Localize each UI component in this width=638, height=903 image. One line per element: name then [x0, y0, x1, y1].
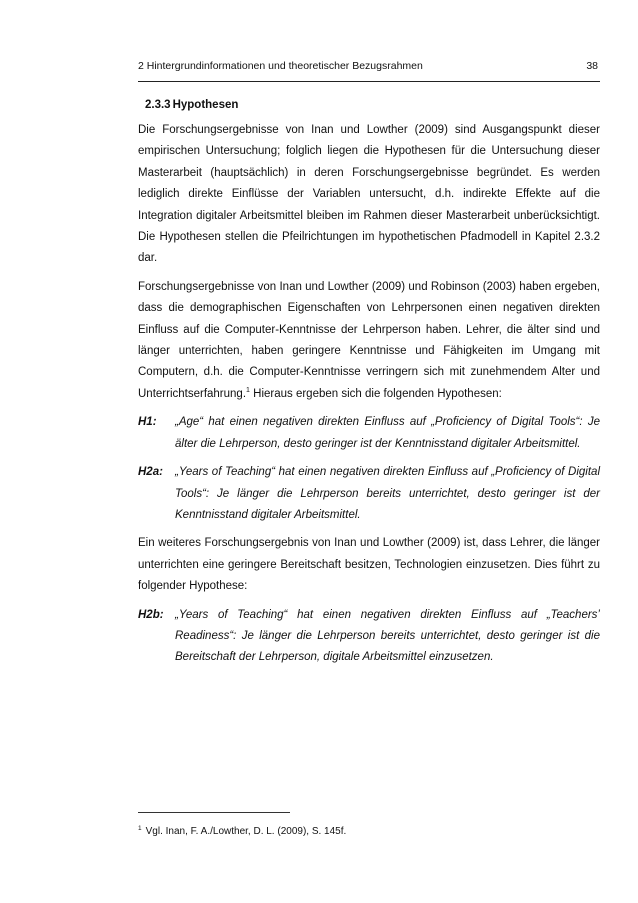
paragraph-2	[138, 277, 600, 405]
header-rule	[138, 81, 600, 82]
section-title: Hypothesen	[172, 99, 239, 111]
hypothesis-h2a	[138, 462, 600, 526]
page-number: 38	[586, 60, 598, 72]
running-header	[138, 60, 600, 76]
hypothesis-label: H2b:	[138, 608, 164, 621]
footnote-reference: 1	[246, 387, 250, 395]
footnote-text: Vgl. Inan, F. A./Lowther, D. L. (2009), S. 145f.	[145, 826, 347, 837]
section-number: 2.3.3	[145, 99, 171, 111]
paragraph-2-main: Forschungsergebnisse von Inan und Lowther (2009) und Robinson (2003) haben ergeben, dass die demographischen Eigenschaften von Lehrpersonen einen negativen direkten Einfluss auf die Computer-Kenntnisse der Lehrperson haben. Lehrer, die älter sind und länger unterrichten, haben geringere Kenntnisse und Fähigkeiten im Umgang mit Computern, d.h. die Computer-Kenntnisse verringern sich mit zunehmendem Alter und Unterrichtserfahrung.	[138, 280, 600, 400]
footnote-marker: 1	[138, 824, 142, 832]
hypothesis-label: H1:	[138, 416, 157, 429]
section-heading	[145, 97, 600, 113]
page-body	[138, 60, 600, 669]
paragraph-1: Die Forschungsergebnisse von Inan und Lowther (2009) sind Ausgangspunkt dieser empirischen Untersuchung; folglich liegen die Hypothesen für die Untersuchung dieser Masterarbeit (hauptsächlich) in deren Forschungsergebnisse begründet. Es werden lediglich direkte Einflüsse der Variablen untersucht, d.h. indirekte Effekte auf die Integration digitaler Arbeitsmittel bleiben im Rahmen dieser Masterarbeit unberücksichtigt. Die Hypothesen stellen die Pfeilrichtungen im hypothetischen Pfadmodell in Kapitel 2.3.2 dar.	[138, 124, 600, 265]
hypothesis-h1	[138, 412, 600, 455]
hypothesis-text: „Age“ hat einen negativen direkten Einfluss auf „Proficiency of Digital Tools“: Je älter die Lehrperson, desto geringer ist der Kenntnisstand digitaler Arbeitsmittel.	[175, 416, 600, 450]
paragraph-2-tail: Hieraus ergeben sich die folgenden Hypothesen:	[249, 387, 502, 400]
hypothesis-label: H2a:	[138, 466, 163, 479]
footnote-rule	[138, 812, 290, 813]
header-title: 2 Hintergrundinformationen und theoretischer Bezugsrahmen	[138, 60, 423, 72]
hypothesis-text: „Years of Teaching“ hat einen negativen direkten Einfluss auf „Proficiency of Digital Tools“: Je länger die Lehrperson bereits unterrichtet, desto geringer ist der Kenntnisstand digitaler Arbeitsmittel.	[175, 466, 600, 521]
hypothesis-text: „Years of Teaching“ hat einen negativen direkten Einfluss auf „Teachers’ Readiness“: Je länger die Lehrperson bereits unterrichtet, desto geringer ist die Bereitschaft der Lehrperson, digitale Arbeitsmittel einzusetzen.	[175, 608, 600, 664]
hypothesis-h2b	[138, 605, 600, 669]
paragraph-3: Ein weiteres Forschungsergebnis von Inan und Lowther (2009) ist, dass Lehrer, die länger unterrichten eine geringere Bereitschaft besitzen, Technologien einzusetzen. Dies führt zu folgender Hypothese:	[138, 537, 600, 593]
footnote	[138, 826, 346, 837]
